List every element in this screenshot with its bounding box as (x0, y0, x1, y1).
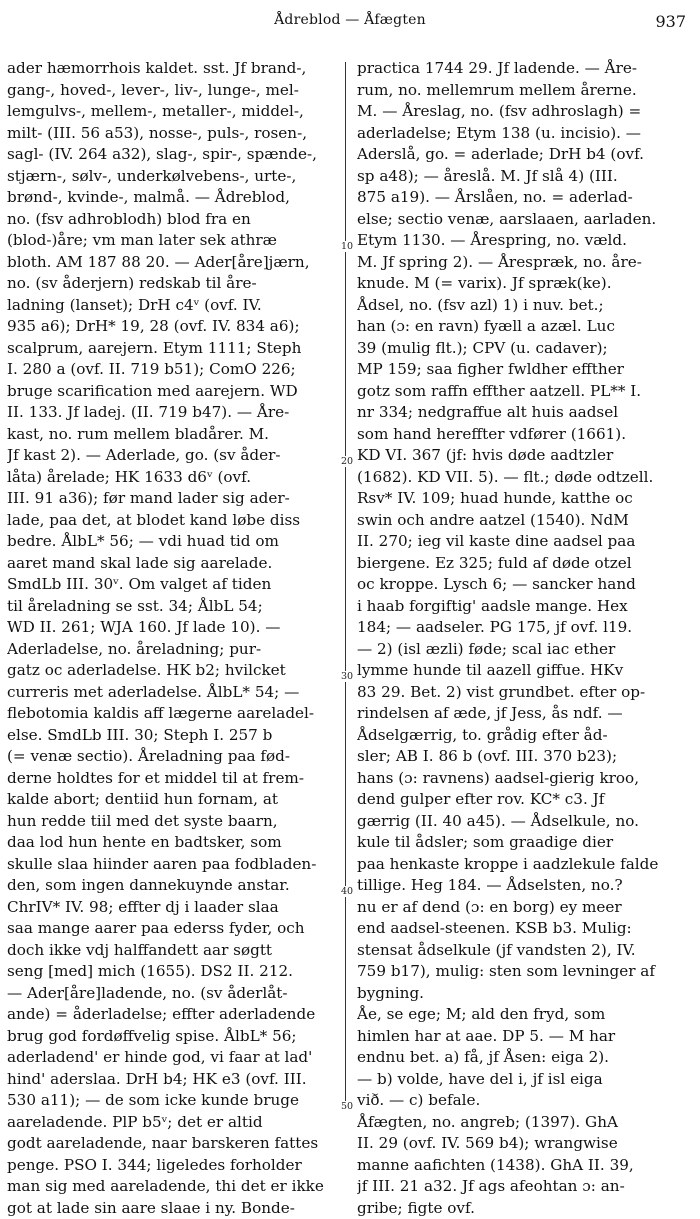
text-line: knude. M (= varix). Jf spræk(ke). (357, 273, 693, 295)
text-line: 83 29. Bet. 2) vist grundbet. efter op- (357, 682, 693, 704)
text-line: got at lade sin aare slaae i ny. Bonde- (7, 1198, 337, 1219)
text-line: KD VI. 367 (jf: hvis døde aadtzler (357, 445, 693, 467)
text-line: curreris met aderladelse. ÅlbL* 54; — (7, 682, 337, 704)
line-number-50: 50 (337, 1101, 357, 1112)
text-line: brug god fordøffvelig spise. ÅlbL* 56; (7, 1026, 337, 1048)
text-line: practica 1744 29. Jf ladende. — Åre- (357, 58, 693, 80)
text-line: sagl- (IV. 264 a32), slag-, spir-, spænde-, (7, 144, 337, 166)
text-line: Aderladelse, no. åreladning; pur- (7, 639, 337, 661)
text-line: manne aafichten (1438). GhA II. 39, (357, 1155, 693, 1177)
text-line: hans (ɔ: ravnens) aadsel-gierig kroo, (357, 768, 693, 790)
text-line: 184; — aadseler. PG 175, jf ovf. l19. (357, 617, 693, 639)
text-line: flebotomia kaldis aff lægerne aareladel- (7, 703, 337, 725)
text-line: bygning. (357, 983, 693, 1005)
text-line: ande) = åderladelse; effter aderladende (7, 1004, 337, 1026)
text-line: gotz som raffn effther aatzell. PL** I. (357, 381, 693, 403)
text-line: bedre. ÅlbL* 56; — vdi huad tid om (7, 531, 337, 553)
text-line: seng [med] mich (1655). DS2 II. 212. (7, 961, 337, 983)
text-line: ChrIV* IV. 98; effter dj i laader slaa (7, 897, 337, 919)
text-line: doch ikke vdj halffandett aar søgtt (7, 940, 337, 962)
text-line: hind' aderslaa. DrH b4; HK e3 (ovf. III. (7, 1069, 337, 1091)
text-line: gribe; figte ovf. (357, 1198, 693, 1219)
text-line: Ådsel, no. (fsv azl) 1) i nuv. bet.; (357, 295, 693, 317)
text-line: Åe, se ege; M; ald den fryd, som (357, 1004, 693, 1026)
text-line: I. 280 a (ovf. II. 719 b51); ComO 226; (7, 359, 337, 381)
text-line: tillige. Heg 184. — Ådselsten, no.? (357, 875, 693, 897)
text-line: kule til ådsler; som graadige dier (357, 832, 693, 854)
page-header (0, 6, 700, 36)
text-line: M. — Åreslag, no. (fsv adhroslagh) = (357, 101, 693, 123)
text-line: bruge scarification med aarejern. WD (7, 381, 337, 403)
line-number-40: 40 (337, 886, 357, 897)
text-line: i haab forgiftig' aadsle mange. Hex (357, 596, 693, 618)
line-number-10: 10 (337, 241, 357, 252)
text-line: 935 a6); DrH* 19, 28 (ovf. IV. 834 a6); (7, 316, 337, 338)
text-line: rindelsen af æde, jf Jess, ås ndf. — (357, 703, 693, 725)
text-line: stjærn-, sølv-, underkølvebens-, urte-, (7, 166, 337, 188)
text-line: (= venæ sectio). Åreladning paa fød- (7, 746, 337, 768)
column-divider (345, 62, 346, 1112)
text-line: no. (sv åderjern) redskab til åre- (7, 273, 337, 295)
running-head: Ådreblod — Åfægten (0, 12, 700, 28)
text-line: II. 133. Jf ladej. (II. 719 b47). — Åre- (7, 402, 337, 424)
text-line: (1682). KD VII. 5). — flt.; døde odtzell. (357, 467, 693, 489)
text-line: M. Jf spring 2). — Årespræk, no. åre- (357, 252, 693, 274)
text-line: til åreladning se sst. 34; ÅlbL 54; (7, 596, 337, 618)
text-line: gatz oc aderladelse. HK b2; hvilcket (7, 660, 337, 682)
text-line: 39 (mulig flt.); CPV (u. cadaver); (357, 338, 693, 360)
text-line: kast, no. rum mellem bladårer. M. (7, 424, 337, 446)
text-line: hun redde tiil med det syste baarn, (7, 811, 337, 833)
line-number-20: 20 (337, 456, 357, 467)
text-line: ader hæmorrhois kaldet. sst. Jf brand-, (7, 58, 337, 80)
text-line: end aadsel-steenen. KSB b3. Mulig: (357, 918, 693, 940)
text-line: 759 b17), mulig: sten som levninger af (357, 961, 693, 983)
text-line: godt aareladende, naar barskeren fattes (7, 1133, 337, 1155)
text-line: — 2) (isl æzli) føde; scal iac ether (357, 639, 693, 661)
text-line: lemgulvs-, mellem-, metaller-, middel-, (7, 101, 337, 123)
text-line: som hand hereffter vdfører (1661). (357, 424, 693, 446)
text-line: II. 29 (ovf. IV. 569 b4); wrangwise (357, 1133, 693, 1155)
text-line: else. SmdLb III. 30; Steph I. 257 b (7, 725, 337, 747)
text-line: paa henkaste kroppe i aadzlekule falde (357, 854, 693, 876)
text-line: (blod-)åre; vm man later sek athræ (7, 230, 337, 252)
text-line: lymme hunde til aazell giffue. HKv (357, 660, 693, 682)
line-number-30: 30 (337, 671, 357, 682)
text-line: penge. PSO I. 344; ligeledes forholder (7, 1155, 337, 1177)
text-line: rum, no. mellemrum mellem årerne. (357, 80, 693, 102)
text-line: derne holdtes for et middel til at frem- (7, 768, 337, 790)
text-line: stensat ådselkule (jf vandsten 2), IV. (357, 940, 693, 962)
text-line: 530 a11); — de som icke kunde bruge (7, 1090, 337, 1112)
text-line: man sig med aareladende, thi det er ikke (7, 1176, 337, 1198)
text-line: nu er af dend (ɔ: en borg) ey meer (357, 897, 693, 919)
text-line: kalde abort; dentiid hun fornam, at (7, 789, 337, 811)
text-line: Aderslå, go. = aderlade; DrH b4 (ovf. (357, 144, 693, 166)
text-line: ladning (lanset); DrH c4ᵛ (ovf. IV. (7, 295, 337, 317)
text-line: swin och andre aatzel (1540). NdM (357, 510, 693, 532)
text-line: daa lod hun hente en badtsker, som (7, 832, 337, 854)
page-number: 937 (655, 12, 686, 31)
text-line: 875 a19). — Årslåen, no. = aderlad- (357, 187, 693, 209)
text-line: bloth. AM 187 88 20. — Ader[åre]jærn, (7, 252, 337, 274)
text-line: else; sectio venæ, aarslaaen, aarladen. (357, 209, 693, 231)
text-line: II. 270; ieg vil kaste dine aadsel paa (357, 531, 693, 553)
text-line: Etym 1130. — Årespring, no. væld. (357, 230, 693, 252)
text-line: dend gulper efter rov. KC* c3. Jf (357, 789, 693, 811)
text-line: den, som ingen dannekuynde anstar. (7, 875, 337, 897)
text-line: aaret mand skal lade sig aarelade. (7, 553, 337, 575)
text-line: skulle slaa hiinder aaren paa fodbladen- (7, 854, 337, 876)
text-line: SmdLb III. 30ᵛ. Om valget af tiden (7, 574, 337, 596)
text-line: Ådselgærrig, to. grådig efter åd- (357, 725, 693, 747)
text-line: låta) årelade; HK 1633 d6ᵛ (ovf. (7, 467, 337, 489)
text-line: saa mange aarer paa ederss fyder, och (7, 918, 337, 940)
text-line: brønd-, kvinde-, malmå. — Ådreblod, (7, 187, 337, 209)
text-line: Rsv* IV. 109; huad hunde, katthe oc (357, 488, 693, 510)
text-line: við. — c) befale. (357, 1090, 693, 1112)
text-line: — Ader[åre]ladende, no. (sv åderlåt- (7, 983, 337, 1005)
text-line: sp a48); — åreslå. M. Jf slå 4) (III. (357, 166, 693, 188)
text-line: Jf kast 2). — Aderlade, go. (sv åder- (7, 445, 337, 467)
text-line: jf III. 21 a32. Jf ags afeohtan ɔ: an- (357, 1176, 693, 1198)
text-line: nr 334; nedgraffue alt huis aadsel (357, 402, 693, 424)
left-column (7, 58, 337, 1219)
text-line: endnu bet. a) få, jf Åsen: eiga 2). (357, 1047, 693, 1069)
text-line: aareladende. PlP b5ᵛ; det er altid (7, 1112, 337, 1134)
text-line: MP 159; saa figher fwldher effther (357, 359, 693, 381)
text-line: gang-, hoved-, lever-, liv-, lunge-, mel- (7, 80, 337, 102)
text-line: aderladend' er hinde god, vi faar at lad' (7, 1047, 337, 1069)
text-line: biergene. Ez 325; fuld af døde otzel (357, 553, 693, 575)
text-line: milt- (III. 56 a53), nosse-, puls-, rosen-, (7, 123, 337, 145)
text-line: gærrig (II. 40 a45). — Ådselkule, no. (357, 811, 693, 833)
text-line: aderladelse; Etym 138 (u. incisio). — (357, 123, 693, 145)
text-line: lade, paa det, at blodet kand løbe diss (7, 510, 337, 532)
text-line: sler; AB I. 86 b (ovf. III. 370 b23); (357, 746, 693, 768)
right-column (357, 58, 693, 1219)
text-line: no. (fsv adhroblodh) blod fra en (7, 209, 337, 231)
text-line: Åfægten, no. angreb; (1397). GhA (357, 1112, 693, 1134)
text-line: oc kroppe. Lysch 6; — sancker hand (357, 574, 693, 596)
text-line: III. 91 a36); før mand lader sig ader- (7, 488, 337, 510)
text-line: WD II. 261; WJA 160. Jf lade 10). — (7, 617, 337, 639)
text-line: himlen har at aae. DP 5. — M har (357, 1026, 693, 1048)
text-line: scalprum, aarejern. Etym 1111; Steph (7, 338, 337, 360)
text-line: — b) volde, have del i, jf isl eiga (357, 1069, 693, 1091)
text-line: han (ɔ: en ravn) fyæll a azæl. Luc (357, 316, 693, 338)
